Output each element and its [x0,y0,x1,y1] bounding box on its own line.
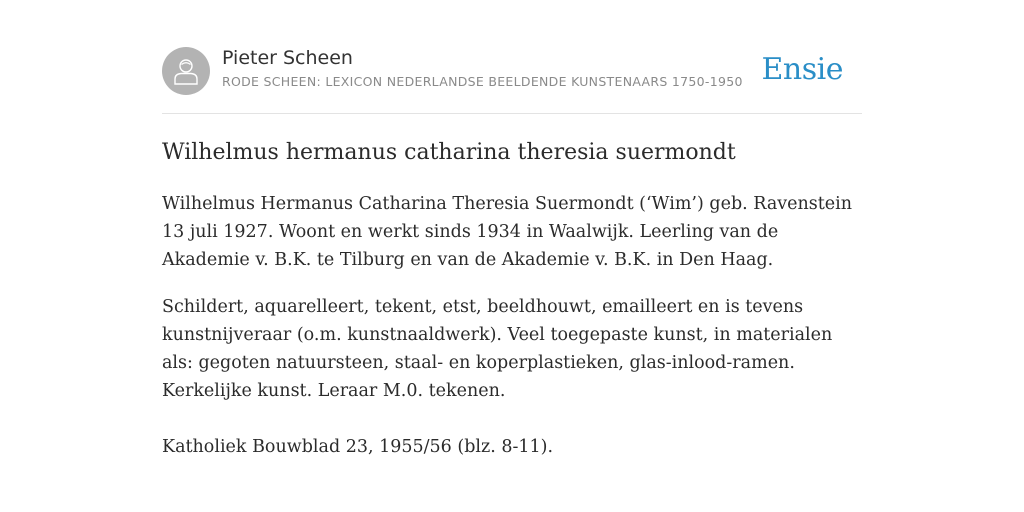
author-avatar[interactable] [162,47,210,95]
source-label[interactable]: RODE SCHEEN: LEXICON NEDERLANDSE BEELDENDE KUNSTENAARS 1750-1950 [222,74,743,89]
author-name[interactable]: Pieter Scheen [222,47,353,69]
author-block [222,46,743,91]
header-divider [162,113,862,114]
article-reference: Katholiek Bouwblad 23, 1955/56 (blz. 8-11). [162,437,554,457]
article-content [162,134,862,461]
article-paragraph-1: Wilhelmus Hermanus Catharina Theresia Suermondt (‘Wim’) geb. Ravenstein 13 juli 1927. Woont en werkt sinds 1934 in Waalwijk. Leerling van de Akademie v. B.K. te Tilburg en van de Akademie v. B.K. in Den Haag. [162,194,853,270]
header [162,46,862,96]
brand-logo[interactable]: Ensie [761,52,843,87]
user-avatar-icon [172,56,200,86]
article-paragraph-2: Schildert, aquarelleert, tekent, etst, beeldhouwt, emailleert en is tevens kunstnijveraar (o.m. kunstnaaldwerk). Veel toegepaste kunst, in materialen als: gegoten natuursteen, staal- en koperplastieken, glas-inlood-ramen. Kerkelijke kunst. Leraar M.0. tekenen. [162,297,833,401]
article-title: Wilhelmus hermanus catharina theresia suermondt [162,140,736,165]
